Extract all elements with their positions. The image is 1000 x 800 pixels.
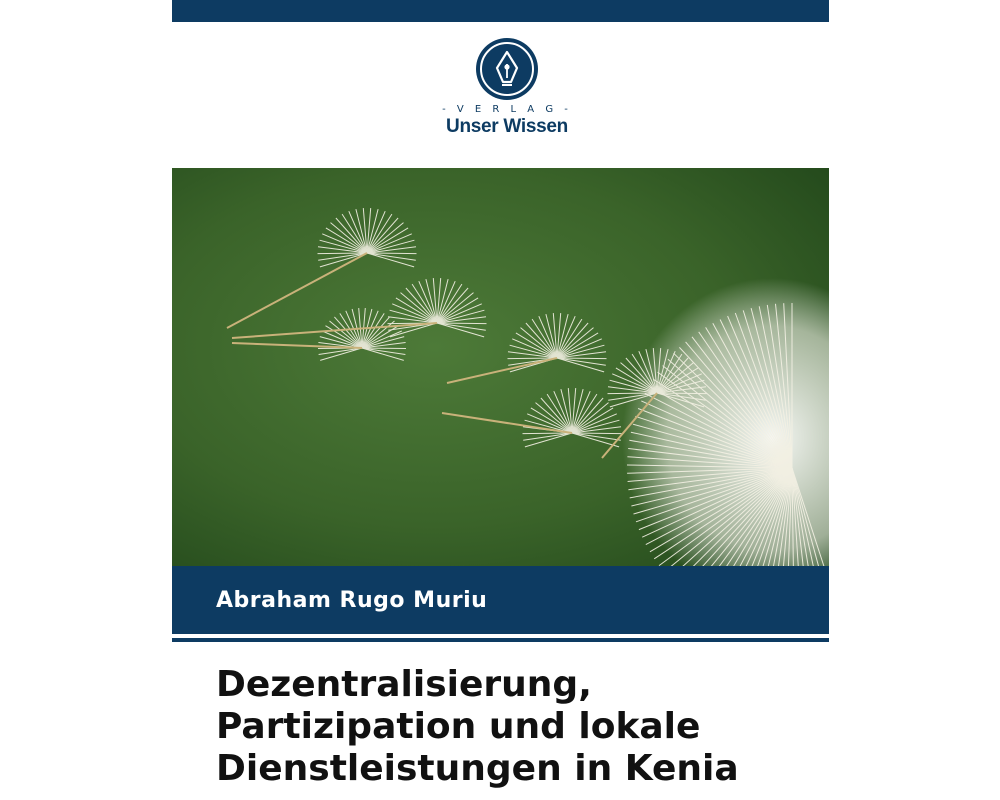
author-name: Abraham Rugo Muriu [216,588,488,613]
publisher-name: Unser Wissen [446,116,568,137]
book-cover [172,0,829,800]
title-line: Partizipation und lokale [216,706,701,747]
cover-photo [172,168,829,566]
author-band [172,566,829,634]
top-color-bar [172,0,829,22]
title-line: Dezentralisierung, [216,664,592,705]
divider-rule [172,638,829,642]
book-title [216,664,816,790]
pen-nib-icon [476,38,538,100]
publisher-label: - V E R L A G - [442,104,572,115]
title-line: Dienstleistungen in Kenia [216,748,739,789]
